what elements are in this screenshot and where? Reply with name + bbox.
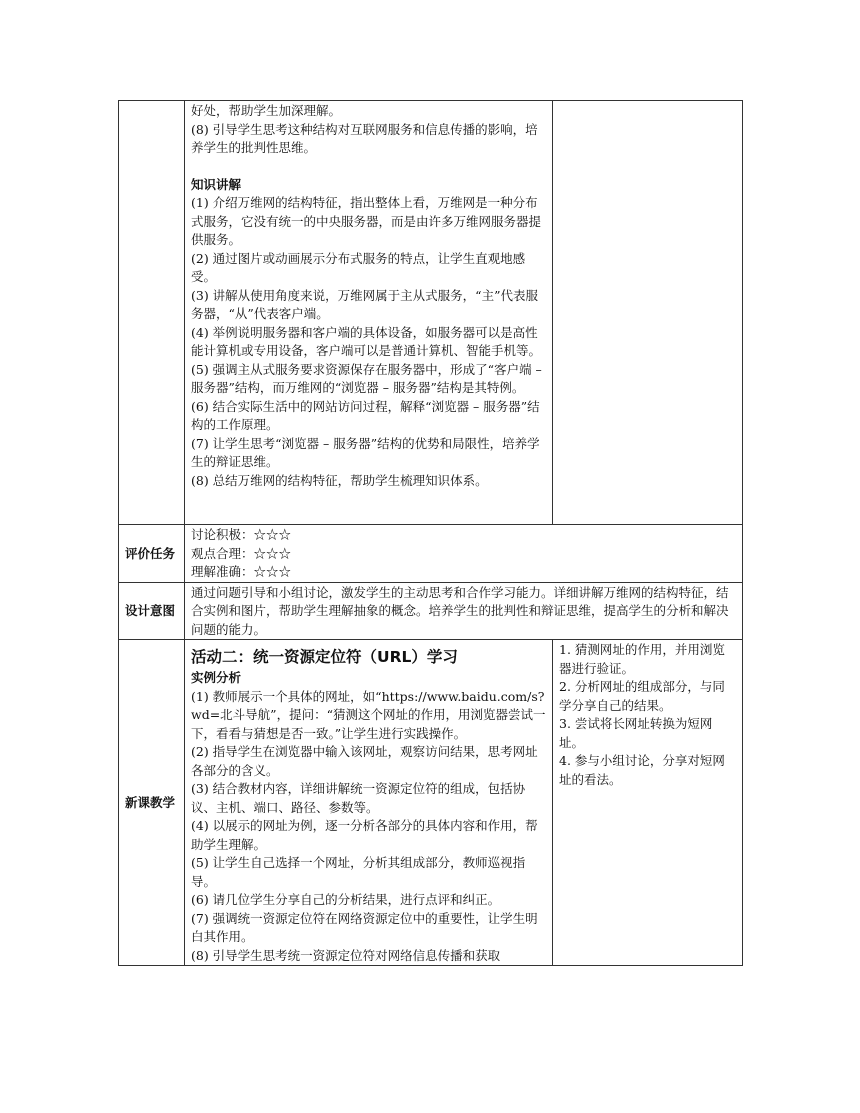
student-activity-item: 3. 尝试将长网址转换为短网址。 — [559, 716, 713, 750]
table-row — [119, 582, 743, 640]
row-label: 设计意图 — [119, 582, 185, 640]
section-title: 实例分析 — [191, 670, 242, 685]
list-item: (7) 强调统一资源定位符在网络资源定位中的重要性，让学生明白其作用。 — [191, 910, 538, 944]
design-intent-cell — [185, 582, 743, 640]
student-activity-item: 2. 分析网址的组成部分，与同学分享自己的结果。 — [559, 679, 725, 713]
list-item: (8) 引导学生思考统一资源定位符对网络信息传播和获取 — [191, 947, 501, 963]
table-row — [119, 640, 743, 966]
table-row — [119, 101, 743, 525]
list-item: (3) 结合教材内容，详细讲解统一资源定位符的组成，包括协议、主机、端口、路径、参数等。 — [191, 781, 526, 815]
list-item: (1) 教师展示一个具体的网址，如“https://www.baidu.com/s?wd=北斗导航”，提问：“猜测这个网址的作用，用浏览器尝试一下，看看与猜想是否一致。”让学生进行实践操作。 — [191, 688, 546, 741]
list-item: (3) 讲解从使用角度来说，万维网属于主从式服务，“主”代表服务器，“从”代表客户端。 — [191, 287, 538, 321]
list-item: (1) 介绍万维网的结构特征，指出整体上看，万维网是一种分布式服务，它没有统一的中央服务器，而是由许多万维网服务器提供服务。 — [191, 195, 542, 247]
list-item: (4) 举例说明服务器和客户端的具体设备，如服务器可以是高性能计算机或专用设备，客户端可以是普通计算机、智能手机等。 — [191, 324, 542, 358]
evaluation-item: 理解准确：☆☆☆ — [191, 564, 292, 579]
student-activity-cell-empty — [553, 101, 743, 525]
evaluation-item: 讨论积极：☆☆☆ — [191, 527, 292, 542]
list-item: (6) 请几位学生分享自己的分析结果，进行点评和纠正。 — [191, 892, 501, 907]
student-activity-item: 1. 猜测网址的作用，并用浏览器进行验证。 — [559, 642, 725, 676]
table-row — [119, 525, 743, 583]
list-item: (6) 结合实际生活中的网站访问过程，解释“浏览器 – 服务器”结构的工作原理。 — [191, 398, 540, 432]
activity-title: 活动二：统一资源定位符（URL）学习 — [191, 648, 458, 666]
content-line: (8) 引导学生思考这种结构对互联网服务和信息传播的影响，培养学生的批判性思维。 — [191, 121, 538, 155]
list-item: (4) 以展示的网址为例，逐一分析各部分的具体内容和作用，帮助学生理解。 — [191, 818, 538, 852]
list-item: (8) 总结万维网的结构特征，帮助学生梳理知识体系。 — [191, 472, 488, 488]
row-label-empty — [119, 101, 185, 525]
teaching-content-cell — [185, 101, 553, 525]
section-title: 知识讲解 — [191, 176, 242, 192]
list-item: (2) 通过图片或动画展示分布式服务的特点，让学生直观地感受。 — [191, 250, 526, 284]
lesson-plan-table — [118, 100, 743, 966]
student-activity-item: 4. 参与小组讨论，分享对短网址的看法。 — [559, 753, 725, 787]
row-label: 新课教学 — [119, 640, 185, 966]
list-item: (2) 指导学生在浏览器中输入该网址，观察访问结果，思考网址各部分的含义。 — [191, 744, 538, 778]
teaching-content-cell — [185, 640, 553, 966]
evaluation-item: 观点合理：☆☆☆ — [191, 545, 292, 561]
list-item: (5) 强调主从式服务要求资源保存在服务器中，形成了“客户端 – 服务器”结构，而万维网的“浏览器 – 服务器”结构是其特例。 — [191, 361, 546, 395]
row-label: 评价任务 — [119, 525, 185, 583]
evaluation-cell — [185, 525, 743, 583]
design-intent-text: 通过问题引导和小组讨论，激发学生的主动思考和合作学习能力。详细讲解万维网的结构特征，结合实例和图片，帮助学生理解抽象的概念。培养学生的批判性和辩证思维，提高学生的分析和解决问题的能力。 — [191, 584, 729, 637]
student-activity-cell — [553, 640, 743, 966]
list-item: (5) 让学生自己选择一个网址，分析其组成部分，教师巡视指导。 — [191, 855, 526, 889]
content-line: 好处，帮助学生加深理解。 — [191, 103, 342, 118]
list-item: (7) 让学生思考“浏览器 – 服务器”结构的优势和局限性，培养学生的辩证思维。 — [191, 435, 540, 469]
